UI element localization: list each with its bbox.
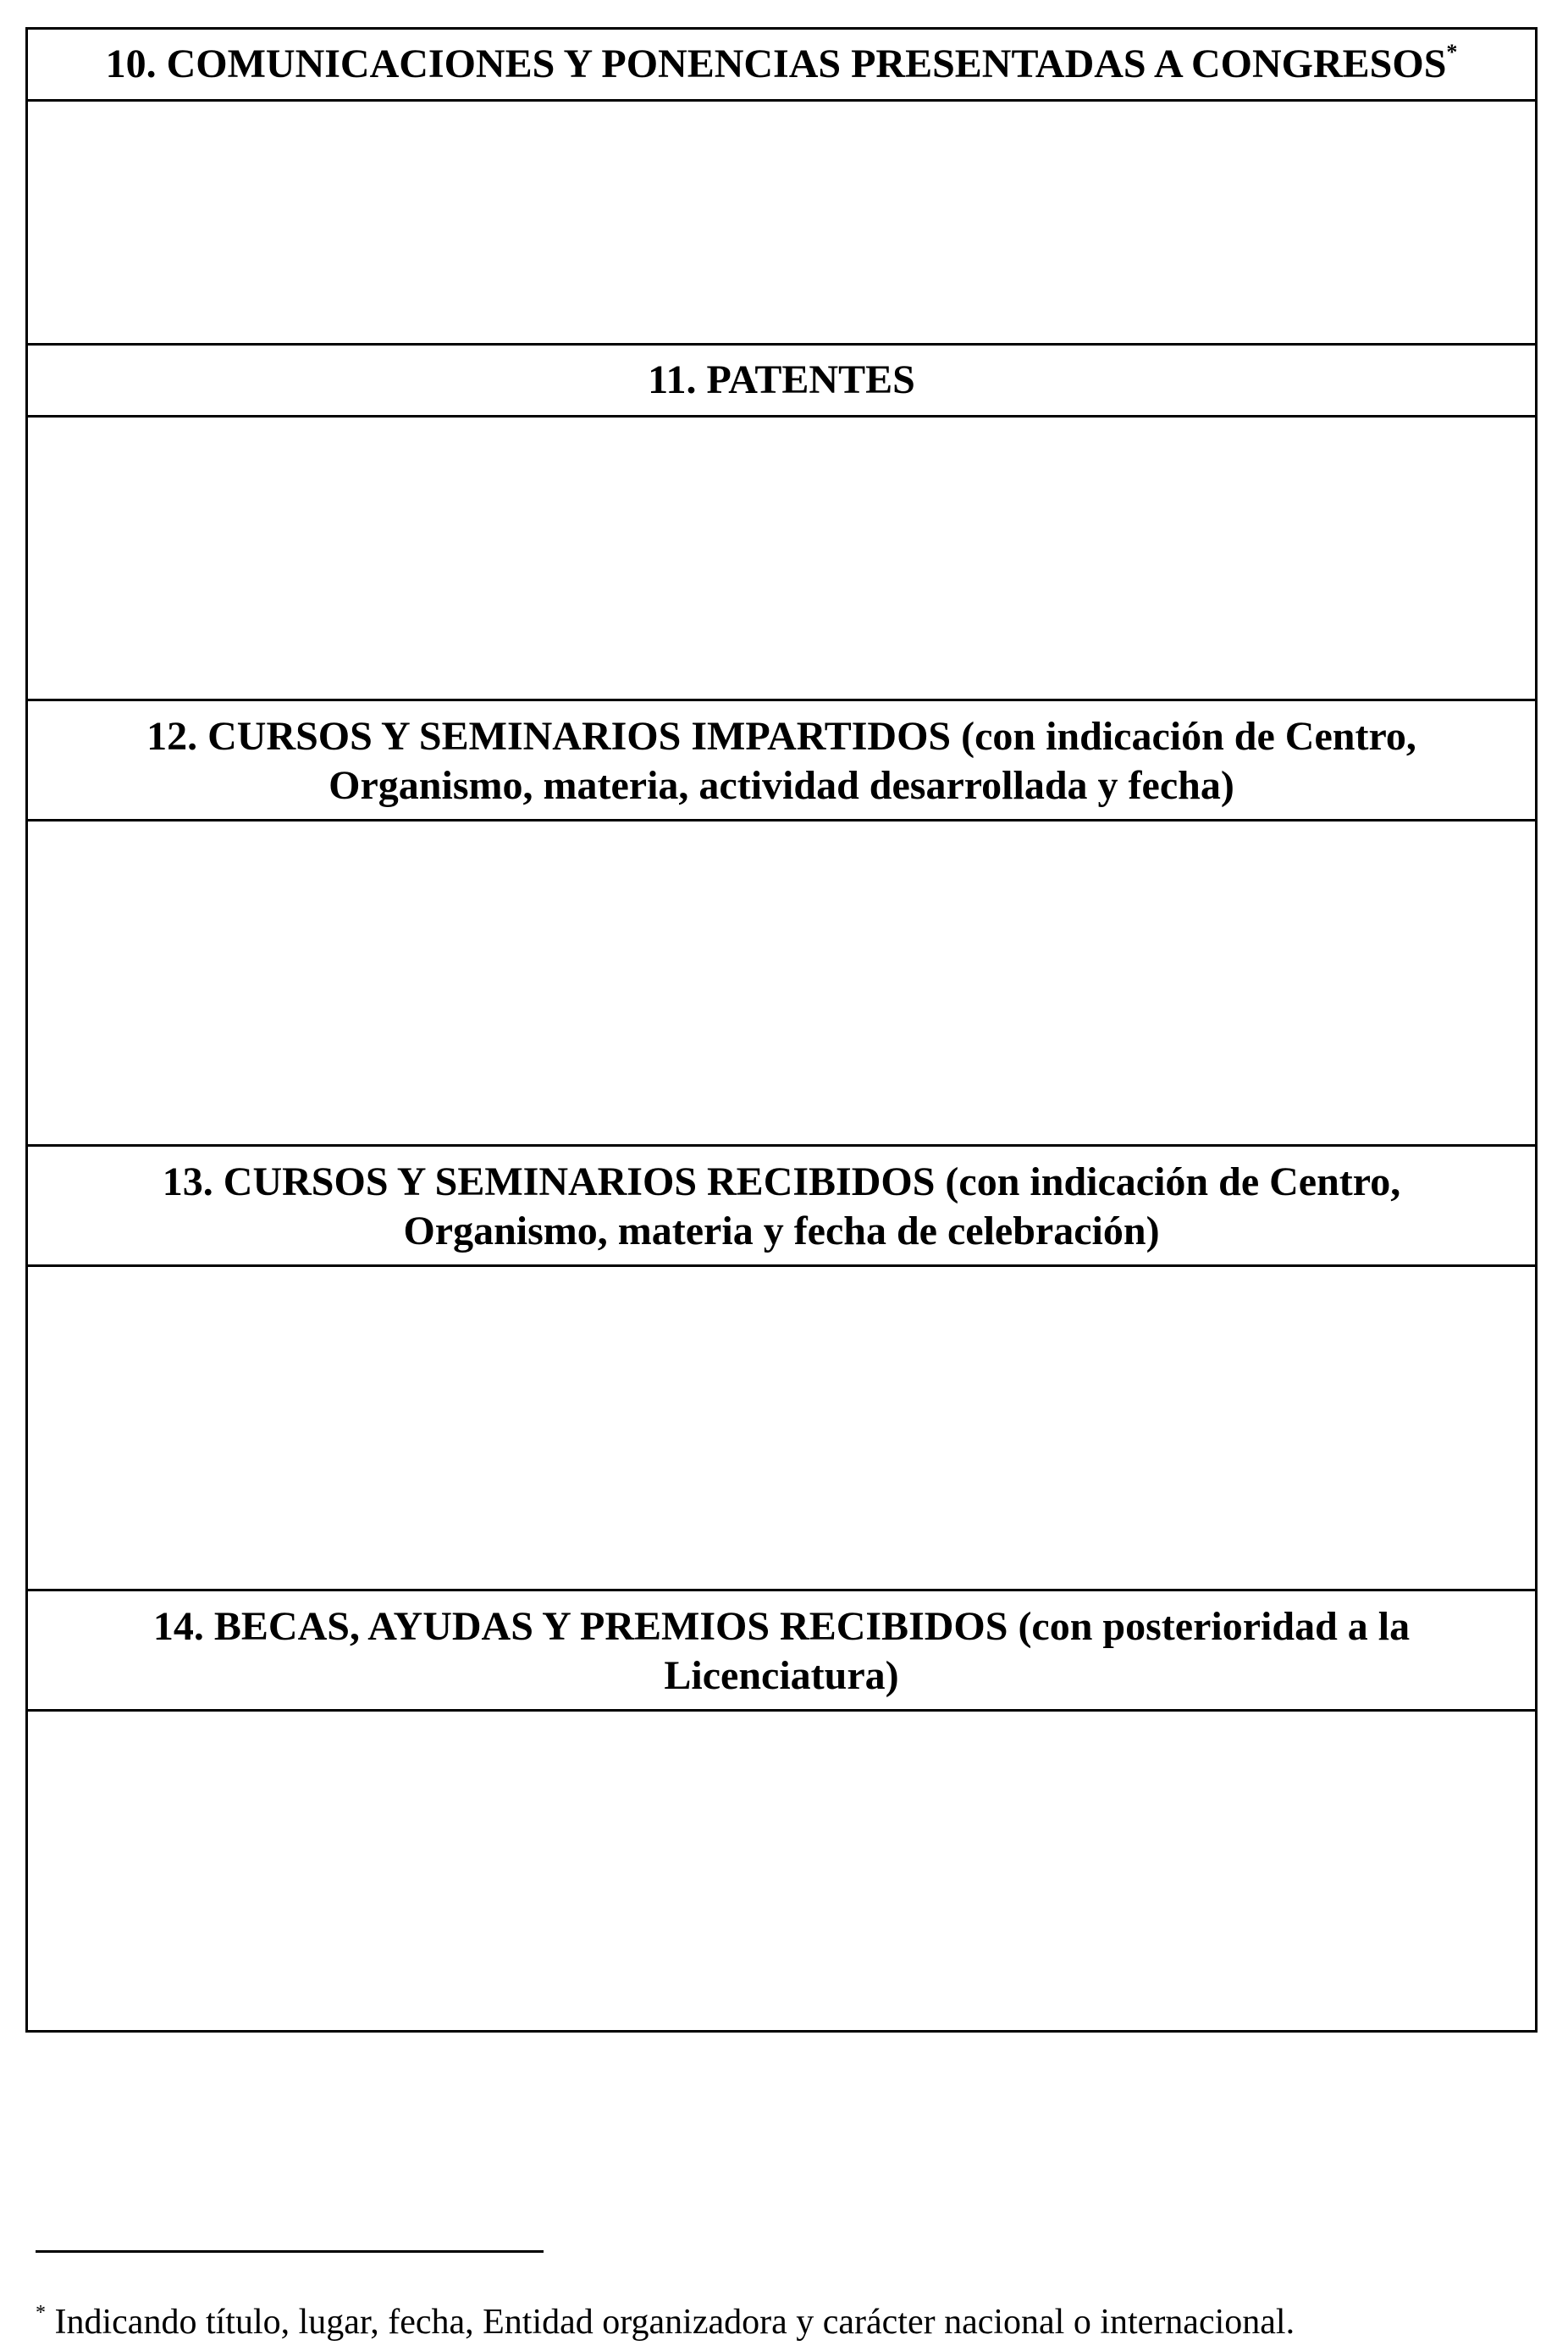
- section-10-footnote-marker: *: [1446, 40, 1458, 64]
- section-13-title-line-1: CURSOS Y SEMINARIOS RECIBIDOS (con indicación de Centro,: [223, 1159, 1401, 1204]
- section-10-number: 10.: [105, 41, 157, 86]
- footnote-separator: [36, 2250, 544, 2253]
- section-14-header: [28, 1591, 1535, 1712]
- section-10-title: COMUNICACIONES Y PONENCIAS PRESENTADAS A CONGRESOS: [166, 41, 1447, 86]
- section-14-title-line-2: Licenciatura): [664, 1652, 899, 1698]
- section-13-header: [28, 1147, 1535, 1267]
- footnote-text: Indicando título, lugar, fecha, Entidad organizadora y carácter nacional o internacional.: [46, 2303, 1295, 2342]
- section-10-content-area[interactable]: [28, 102, 1535, 346]
- section-14-content-area[interactable]: [28, 1712, 1535, 2030]
- section-13-content-area[interactable]: [28, 1267, 1535, 1591]
- section-12-title-line-2: Organismo, materia, actividad desarrollada y fecha): [329, 762, 1234, 808]
- section-11-title: PATENTES: [706, 357, 915, 402]
- section-13-number: 13.: [162, 1159, 213, 1204]
- section-12-header: [28, 701, 1535, 821]
- section-14-title-line-1: BECAS, AYUDAS Y PREMIOS RECIBIDOS (con posterioridad a la: [213, 1603, 1411, 1649]
- section-14-number: 14.: [152, 1603, 204, 1649]
- section-11-content-area[interactable]: [28, 418, 1535, 701]
- footnote: [36, 2301, 1295, 2343]
- section-11-number: 11.: [648, 357, 697, 402]
- section-12-number: 12.: [146, 713, 198, 759]
- section-12-content-area[interactable]: [28, 821, 1535, 1147]
- footnote-marker: *: [36, 2302, 46, 2324]
- section-10-header: [28, 30, 1535, 102]
- cv-form-table: [25, 27, 1538, 2033]
- section-13-title-line-2: Organismo, materia y fecha de celebración): [403, 1208, 1160, 1253]
- section-12-title-line-1: CURSOS Y SEMINARIOS IMPARTIDOS (con indicación de Centro,: [207, 713, 1416, 759]
- section-11-header: [28, 346, 1535, 418]
